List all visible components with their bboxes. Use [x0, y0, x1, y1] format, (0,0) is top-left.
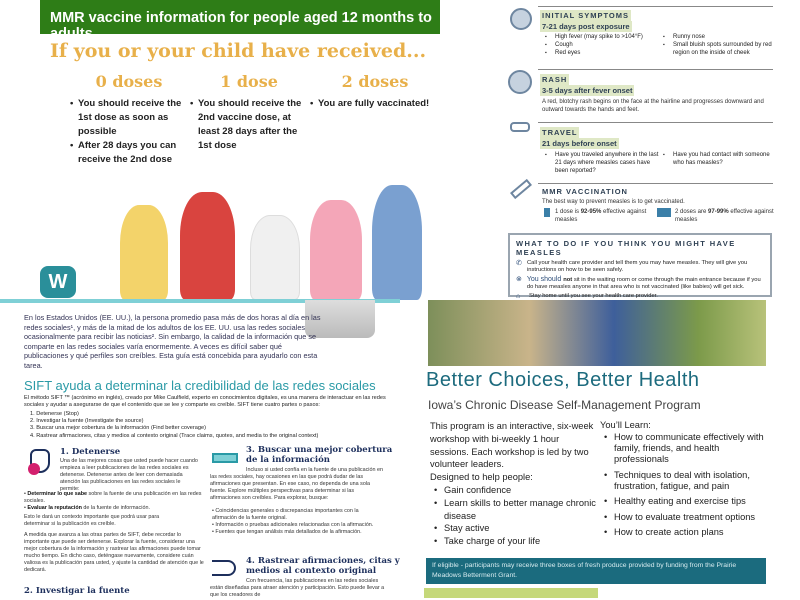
dose-title: 1 dose	[220, 72, 278, 91]
green-bar	[424, 588, 598, 598]
learn-item: • Techniques to deal with isolation, frustration, fatigue, and pain	[600, 470, 775, 492]
travel-sub: 21 days before onset	[542, 139, 617, 148]
learn-item: • How to communicate effectively with family, friends, and health professionals	[600, 432, 775, 465]
step1-text: Una de las mejores cosas que usted puede hacer cuando empieza a leer publicaciones de las redes sociales es detenerse. Detenerse antes de leer con demasiada atención las publicaciones en las redes sociales le permite:	[60, 458, 198, 492]
help-item: • Gain confidence	[430, 484, 600, 497]
symptom: ▪ Small bluish spots surrounded by red region on the inside of cheek	[663, 41, 773, 57]
help-item: • Stay active	[430, 522, 600, 535]
step1-list	[24, 491, 204, 512]
what-to-do-box	[508, 233, 772, 300]
learn-item: • How to evaluate treatment options	[600, 512, 775, 523]
mmr-heading: If you or your child have received...	[50, 40, 427, 62]
mmr-banner: MMR vaccine information for people aged 12 months to adults.	[40, 0, 440, 34]
w-logo: W	[40, 266, 76, 298]
dose-column-1	[190, 72, 308, 153]
call-text: Call your health care provider and tell them you may have measles. They will give you instructions on how to be seen safely.	[526, 260, 748, 273]
person-symptoms-icon	[510, 8, 532, 30]
bcbh-title: Better Choices, Better Health	[426, 369, 700, 391]
dose-item: • You are fully vaccinated!	[310, 97, 440, 111]
help-item: • Learn skills to better manage chronic disease	[430, 497, 600, 523]
step3-title: 3. Buscar una mejor cobertura de la información	[246, 445, 393, 465]
step1-text-3: A medida que avanza a las otras partes de SIFT, debe recordar lo importante que puede ser detenerse. Explorar la fuente, considerar una mejor cobertura de la información y rastrear las afirmaciones puede tomar mucho tiempo. En dicho caso, deténgase nuevamente, considere cuán valiosa es la publicación para usted, y ajuste la cantidad de atención que le dedicará.	[24, 532, 204, 573]
eligibility-banner: If eligible - participants may receive three boxes of fresh produce provided by funding from the Prairie Meadows Betterment Grant.	[426, 558, 766, 584]
learn-label: You’ll Learn:	[600, 420, 651, 430]
step1-text-2: Esto le dará un contexto importante que podrá usar para determinar si la publicación es creíble.	[24, 514, 160, 527]
two-vials-icon	[657, 208, 671, 217]
search-coverage-icon	[212, 453, 238, 463]
sift-steps	[30, 411, 318, 440]
step1-item: • Evaluar la reputación de la fuente de información.	[24, 505, 150, 511]
rash-sub: 3-5 days after fever onset	[542, 86, 633, 95]
no-waiting-text: You should not sit in the waiting room or come through the main entrance because if you do have measles anyone in that area who is not vaccinated (like babies) will get sick.	[526, 276, 761, 290]
car-icon	[510, 122, 530, 132]
dose-item: • After 28 days you can receive the 2nd dose	[70, 139, 188, 167]
step3-item: • Coincidencias generales o discrepancias importantes con la afirmación de la fuente original.	[212, 508, 359, 521]
children-photo	[110, 178, 430, 300]
symptom: ▪ Runny nose	[663, 33, 773, 41]
step4-title: 4. Rastrear afirmaciones, citas y medios al contexto original	[246, 556, 400, 576]
travel-list	[545, 151, 660, 175]
symptom: ▪ Cough	[545, 41, 660, 49]
phone-icon: ✆	[516, 260, 522, 267]
step1-item: • Determinar lo que sabe sobre la fuente de una publicación en las redes sociales.	[24, 491, 202, 504]
step: 3. Buscar una mejor cobertura de la información (Find better coverage)	[30, 425, 206, 432]
one-dose-efficacy: 1 dose is 92-95% effective against measles	[555, 209, 647, 223]
initial-symptoms-tag: INITIAL SYMPTOMS	[542, 11, 629, 20]
learn-section	[600, 420, 775, 543]
no-icon: ⊗	[516, 276, 522, 283]
syringe-icon	[510, 179, 532, 199]
rash-text: A red, blotchy rash begins on the face at the hairline and progresses downward and outward towards the hands and feet.	[542, 99, 764, 113]
dose-title: 0 doses	[95, 72, 163, 91]
vaccination-tag: MMR VACCINATION	[542, 187, 628, 196]
step1-title: 1. Detenerse	[60, 447, 121, 457]
help-item: • Take charge of your life	[430, 535, 600, 548]
symptom: ▪ High fever (may spike to >104°F)	[545, 33, 660, 41]
bcbh-subtitle: Iowa’s Chronic Disease Self-Management Program	[428, 398, 701, 412]
dose-item: • You should receive the 1st dose as soon as possible	[70, 97, 188, 139]
home-icon: ⌂	[516, 293, 521, 300]
rash-tag: RASH	[542, 75, 568, 84]
dose-item: • You should receive the 2nd vaccine dose, at least 28 days after the 1st dose	[190, 97, 308, 153]
designed-label: Designed to help people:	[430, 472, 533, 483]
dose-column-0	[70, 72, 188, 167]
step4-text: Con frecuencia, las publicaciones en las redes sociales están diseñadas para atraer atención y participación. Esto puede llevar a que los creadores de	[210, 578, 385, 598]
travel-question: ▪ Have you had contact with someone who has measles?	[663, 151, 773, 167]
vaccination-text: The best way to prevent measles is to get vaccinated.	[542, 199, 685, 205]
hand-stop-icon	[30, 449, 50, 473]
initial-symptoms-list-2	[663, 33, 773, 57]
dose-title: 2 doses	[341, 72, 409, 91]
step: 4. Rastrear afirmaciones, citas y medios al contexto original (Trace claims, quotes, and media to the original context)	[30, 432, 319, 439]
travel-tag: TRAVEL	[542, 128, 578, 137]
sift-title: SIFT ayuda a determinar la credibilidad de las redes sociales	[24, 378, 376, 393]
learn-item: • How to create action plans	[600, 527, 775, 538]
what-to-do-title: WHAT TO DO IF YOU THINK YOU MIGHT HAVE MEASLES	[516, 239, 736, 257]
couple-walking-photo	[428, 300, 766, 366]
home-text: Stay home until you see your health care provider.	[529, 293, 658, 299]
travel-list-2	[663, 151, 773, 167]
travel-question: ▪ Have you traveled anywhere in the last 21 days where measles cases have been reported?	[545, 151, 660, 175]
sift-intro: En los Estados Unidos (EE. UU.), la persona promedio pasa más de dos horas al día en las redes sociales¹, y más de la mitad de los adultos de los EE. UU. usa las redes sociales ocasionalmente para recibir las noticias². Sin embargo, la calidad de la información que se comparte en las redes sociales varía enormemente. A veces es difícil saber qué publicaciones y qué perfiles son creíbles. Esta guía está concebida para ayudarlo con esta tarea.	[24, 313, 321, 370]
initial-symptoms-sub: 7-21 days post exposure	[542, 22, 630, 31]
initial-symptoms-list	[545, 33, 660, 57]
head-rash-icon	[508, 70, 532, 94]
step: 1. Detenerse (Stop)	[30, 411, 79, 417]
step3-text: Incluso si usted confía en la fuente de una publicación en las redes sociales, hay ocasiones en las que podrá dudar de las afirmaciones que presentan. En ese caso, no dependa de una sola fuente. Explore múltiples perspectivas para determinar si las afirmaciones son creíbles. Para explorar, busque:	[210, 467, 383, 501]
trace-path-icon	[212, 560, 236, 576]
intro-text: This program is an interactive, six-week workshop with bi-weekly 1 hour sessions. Each workshop is led by two volunteer leaders.	[430, 421, 594, 470]
sift-description: El método SIFT ™ (acrónimo en inglés), creado por Mike Caulfield, experto en conocimientos digitales, es una manera de interactuar en las redes sociales y ayudar a asegurarse de que el contenido que se lee y comparte es creíble. SIFT tiene cuatro partes o pasos:	[24, 395, 386, 409]
step2-title: 2. Investigar la fuente	[24, 586, 130, 596]
dose-column-2	[310, 72, 440, 111]
step: 2. Investigar la fuente (Investigate the source)	[30, 418, 144, 425]
step3-item: • Fuentes que tengan análisis más detallados de la afirmación.	[212, 529, 362, 535]
step3-list	[212, 508, 382, 536]
program-description	[430, 420, 600, 548]
learn-item: • Healthy eating and exercise tips	[600, 496, 775, 507]
two-dose-efficacy: 2 doses are 97-99% effective against measles	[675, 209, 774, 223]
vial-icon	[544, 208, 550, 217]
step3-item: • Información o pruebas adicionales relacionadas con la afirmación.	[212, 522, 374, 528]
symptom: ▪ Red eyes	[545, 49, 660, 57]
